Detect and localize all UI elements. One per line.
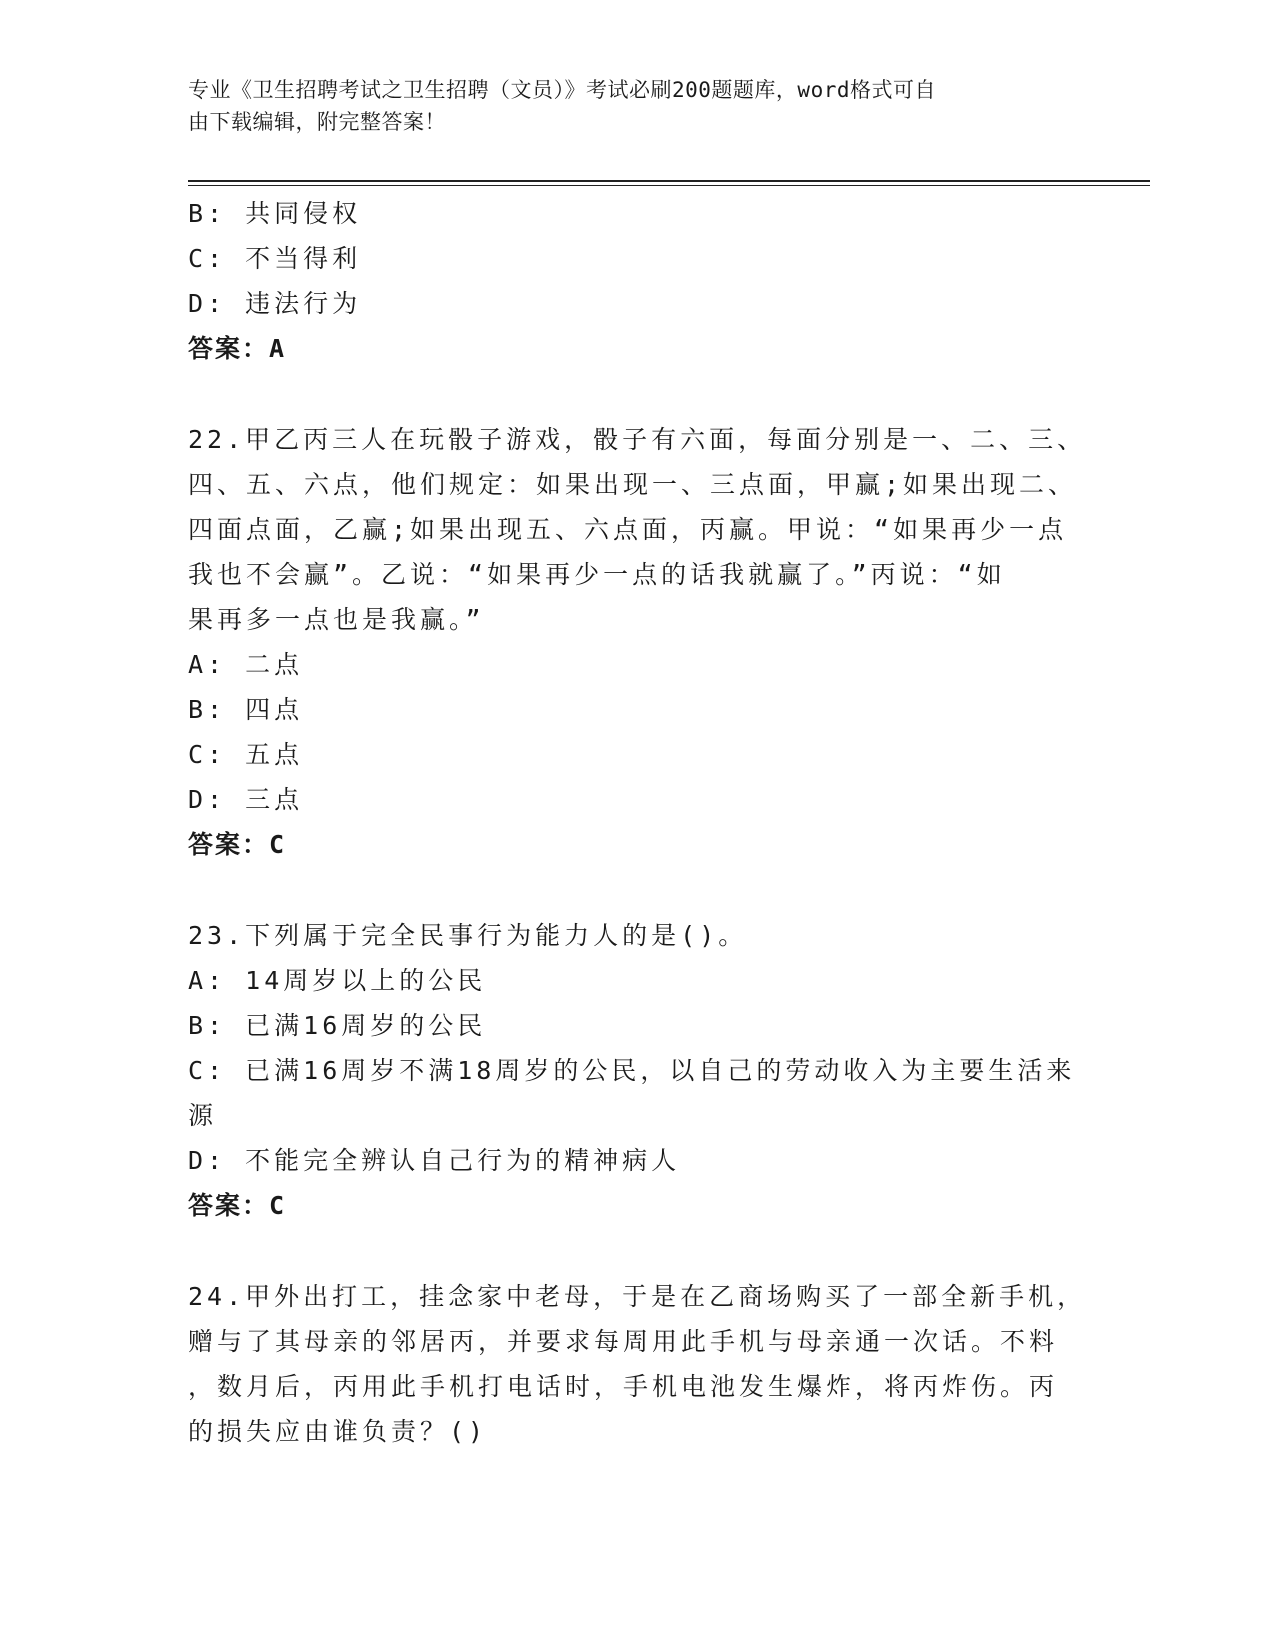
- question-24-line-3: ，数月后，丙用此手机打电话时，手机电池发生爆炸，将丙炸伤。丙: [188, 1372, 1059, 1401]
- option-b: B: 共同侵权: [188, 199, 362, 228]
- option-c: C: 不当得利: [188, 244, 362, 273]
- option-a: A: 二点: [188, 650, 304, 679]
- header-line-2: 由下载编辑，附完整答案！: [188, 110, 446, 134]
- header-line-1: 专业《卫生招聘考试之卫生招聘（文员）》考试必刷200题题库，word格式可自: [188, 78, 936, 102]
- spacer: [188, 1228, 1068, 1274]
- option-c: C: 已满16周岁不满18周岁的公民，以自己的劳动收入为主要生活来: [188, 1056, 1076, 1085]
- answer-line: 答案：C: [188, 1191, 287, 1220]
- option-b: B: 已满16周岁的公民: [188, 1011, 487, 1040]
- option-d: D: 三点: [188, 785, 304, 814]
- spacer: [188, 371, 1068, 417]
- spacer: [188, 867, 1068, 913]
- question-22-line-4: 我也不会赢”。乙说：“如果再少一点的话我就赢了。”丙说：“如: [188, 560, 1006, 589]
- document-header: [188, 74, 1068, 138]
- option-c: C: 五点: [188, 740, 304, 769]
- question-22-line-3: 四面点面，乙赢;如果出现五、六点面，丙赢。甲说：“如果再少一点: [188, 515, 1068, 544]
- option-b: B: 四点: [188, 695, 304, 724]
- question-22-line-2: 四、五、六点，他们规定：如果出现一、三点面，甲赢;如果出现二、: [188, 470, 1078, 499]
- document-body: [188, 191, 1087, 1454]
- question-23-stem: 23.下列属于完全民事行为能力人的是()。: [188, 921, 748, 950]
- question-24-line-2: 赠与了其母亲的邻居丙，并要求每周用此手机与母亲通一次话。不料: [188, 1327, 1059, 1356]
- answer-line: 答案：A: [188, 334, 287, 363]
- option-a: A: 14周岁以上的公民: [188, 966, 487, 995]
- option-c-continued: 源: [188, 1101, 218, 1130]
- option-d: D: 不能完全辨认自己行为的精神病人: [188, 1146, 681, 1175]
- question-24-line-4: 的损失应由谁负责？(): [188, 1417, 488, 1446]
- question-24-line-1: 24.甲外出打工，挂念家中老母，于是在乙商场购买了一部全新手机，: [188, 1282, 1087, 1311]
- question-22-line-5: 果再多一点也是我赢。”: [188, 605, 485, 634]
- question-22-line-1: 22.甲乙丙三人在玩骰子游戏，骰子有六面，每面分别是一、二、三、: [188, 425, 1087, 454]
- header-divider-thin: [188, 185, 1150, 186]
- option-d: D: 违法行为: [188, 289, 362, 318]
- header-divider-thick: [188, 180, 1150, 182]
- answer-line: 答案：C: [188, 830, 287, 859]
